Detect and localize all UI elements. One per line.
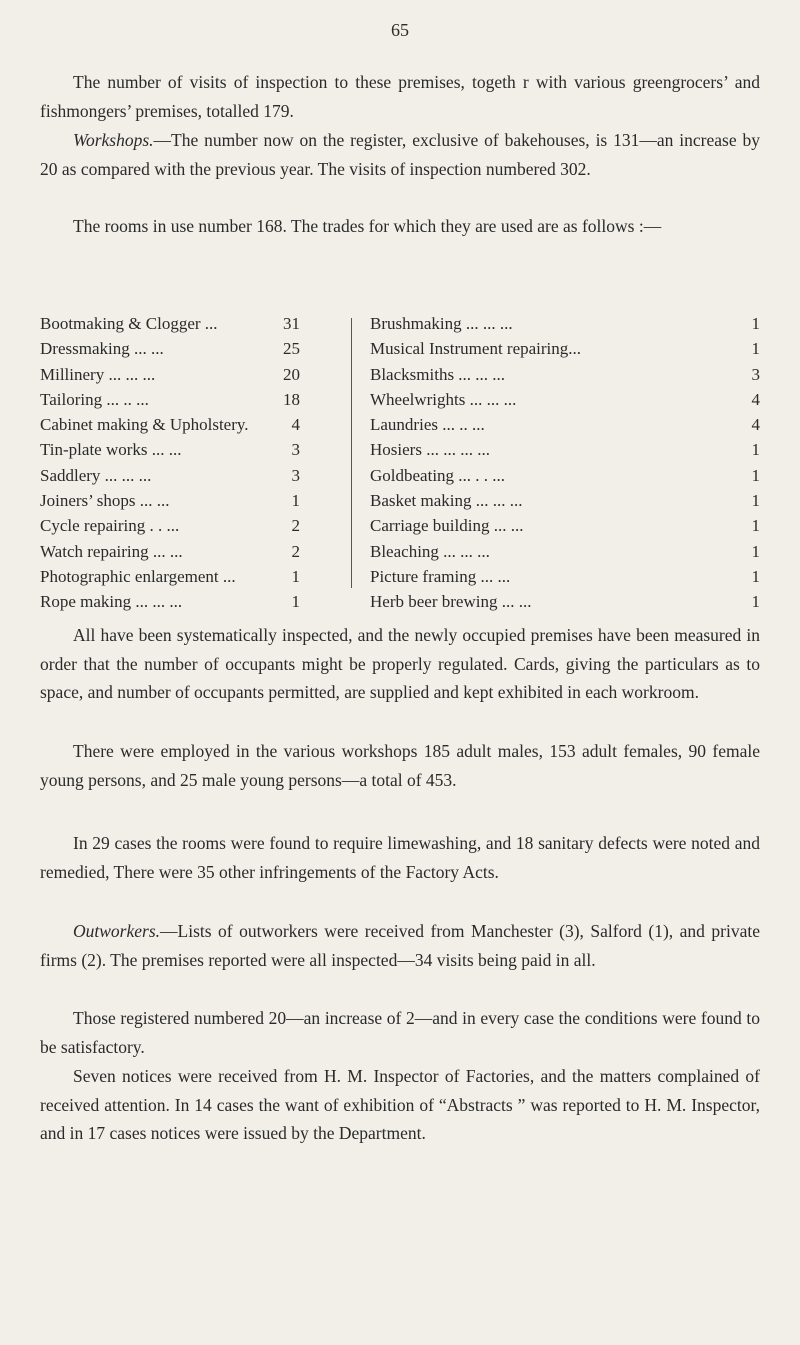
paragraph-text: —The number now on the register, exclusive of bakehouses, is 131—an increase by 20 as compared with the previous year. The visits of inspection numbered 302. [40, 130, 760, 179]
trade-count: 1 [751, 541, 760, 561]
trade-count: 2 [291, 541, 300, 561]
trade-label: Cycle repairing . . ... [40, 516, 180, 536]
trade-count: 1 [751, 491, 760, 511]
trade-count: 1 [751, 592, 760, 612]
trade-row [40, 463, 300, 488]
paragraph-registered [40, 1004, 760, 1061]
trade-label: Hosiers ... ... ... ... [370, 440, 490, 460]
trade-count: 1 [751, 516, 760, 536]
column-divider [351, 318, 352, 588]
trade-label: Bleaching ... ... ... [370, 541, 490, 561]
trade-row [370, 387, 760, 412]
trade-count: 20 [283, 364, 300, 384]
trade-count: 3 [291, 440, 300, 460]
trade-label: Picture framing ... ... [370, 566, 511, 586]
trade-row [370, 564, 760, 589]
trade-label: Goldbeating ... . . ... [370, 465, 506, 485]
trade-row [40, 437, 300, 462]
paragraph-limewashing [40, 829, 760, 886]
section-heading-workshops: Workshops. [73, 130, 154, 150]
paragraph-text: There were employed in the various workshops 185 adult males, 153 adult females, 90 female young persons, and 25 male young persons—a total of 453. [40, 741, 760, 790]
paragraph-premises-visits [40, 68, 760, 125]
trades-list-left [40, 311, 300, 615]
trade-row [40, 311, 300, 336]
trade-row [40, 513, 300, 538]
trade-label: Joiners’ shops ... ... [40, 491, 170, 511]
trade-row [370, 488, 760, 513]
paragraph-text: In 29 cases the rooms were found to require limewashing, and 18 sanitary defects were noted and remedied, There were 35 other infringements of the Factory Acts. [40, 833, 760, 882]
trade-row [40, 589, 300, 614]
paragraph-text: Seven notices were received from H. M. Inspector of Factories, and the matters complained of received attention. In 14 cases the want of exhibition of “Abstracts ” was reported to H. M. Inspector, and in 17 cases notices were issued by the Department. [40, 1066, 760, 1143]
trade-count: 31 [283, 314, 300, 333]
trade-row [40, 412, 300, 437]
trade-label: Watch repairing ... ... [40, 541, 183, 561]
trade-row [370, 539, 760, 564]
trade-label: Tailoring ... .. ... [40, 389, 149, 409]
paragraph-text: —Lists of outworkers were received from Manchester (3), Salford (1), and private firms (2). The premises reported were all inspected—34 visits being paid in all. [40, 921, 760, 970]
trade-label: Blacksmiths ... ... ... [370, 364, 506, 384]
paragraph-text: The number of visits of inspection to these premises, togeth r with various greengrocers’ and fishmongers’ premises, totalled 179. [40, 72, 760, 121]
paragraph-inspection [40, 621, 760, 707]
trade-count: 1 [751, 566, 760, 586]
trade-label: Herb beer brewing ... ... [370, 592, 532, 612]
trades-list-right [370, 311, 760, 615]
paragraph-text: All have been systematically inspected, and the newly occupied premises have been measured in order that the number of occupants might be properly regulated. Cards, giving the particulars as to space, and number of occupants permitted, are supplied and kept exhibited in each workroom. [40, 625, 760, 702]
trade-count: 2 [291, 516, 300, 536]
trade-row [370, 311, 760, 336]
trade-label: Dressmaking ... ... [40, 339, 164, 359]
paragraph-text: The rooms in use number 168. The trades for which they are used are as follows :— [73, 216, 662, 236]
trade-label: Brushmaking ... ... ... [370, 314, 513, 333]
trade-count: 4 [751, 415, 760, 435]
trade-label: Wheelwrights ... ... ... [370, 389, 517, 409]
trade-row [370, 513, 760, 538]
trade-count: 25 [283, 339, 300, 359]
trade-count: 4 [291, 415, 300, 435]
trade-row [40, 387, 300, 412]
paragraph-outworkers [40, 917, 760, 974]
paragraph-notices [40, 1062, 760, 1148]
trade-count: 1 [751, 339, 760, 359]
trade-label: Basket making ... ... ... [370, 491, 523, 511]
trade-label: Tin-plate works ... ... [40, 440, 182, 460]
paragraph-workshops [40, 126, 760, 183]
trade-count: 18 [283, 389, 300, 409]
trade-count: 3 [751, 364, 760, 384]
trade-row [370, 463, 760, 488]
trade-count: 1 [291, 566, 300, 586]
trade-count: 1 [751, 440, 760, 460]
trade-row [40, 362, 300, 387]
trade-label: Bootmaking & Clogger ... [40, 314, 218, 333]
trade-row [370, 412, 760, 437]
trade-count: 1 [291, 491, 300, 511]
trade-count: 1 [751, 465, 760, 485]
trade-row [370, 589, 760, 614]
trade-label: Cabinet making & Upholstery. [40, 415, 249, 435]
trade-label: Carriage building ... ... [370, 516, 524, 536]
paragraph-rooms-intro [40, 212, 760, 241]
trade-label: Photographic enlargement ... [40, 566, 236, 586]
trade-count: 1 [291, 592, 300, 612]
section-heading-outworkers: Outworkers. [73, 921, 161, 941]
trade-count: 4 [751, 389, 760, 409]
trade-row [40, 539, 300, 564]
trade-label: Saddlery ... ... ... [40, 465, 152, 485]
trade-row [40, 488, 300, 513]
trade-row [370, 362, 760, 387]
trade-label: Musical Instrument repairing... [370, 339, 582, 359]
trade-label: Rope making ... ... ... [40, 592, 183, 612]
trade-row [40, 336, 300, 361]
trade-label: Millinery ... ... ... [40, 364, 156, 384]
trade-row [40, 564, 300, 589]
paragraph-employment [40, 737, 760, 794]
paragraph-text: Those registered numbered 20—an increase of 2—and in every case the conditions were found to be satisfactory. [40, 1008, 760, 1057]
trade-label: Laundries ... .. ... [370, 415, 485, 435]
trade-count: 1 [751, 314, 760, 333]
trade-row [370, 437, 760, 462]
trade-row [370, 336, 760, 361]
page-number: 65 [391, 20, 409, 40]
trade-count: 3 [291, 465, 300, 485]
